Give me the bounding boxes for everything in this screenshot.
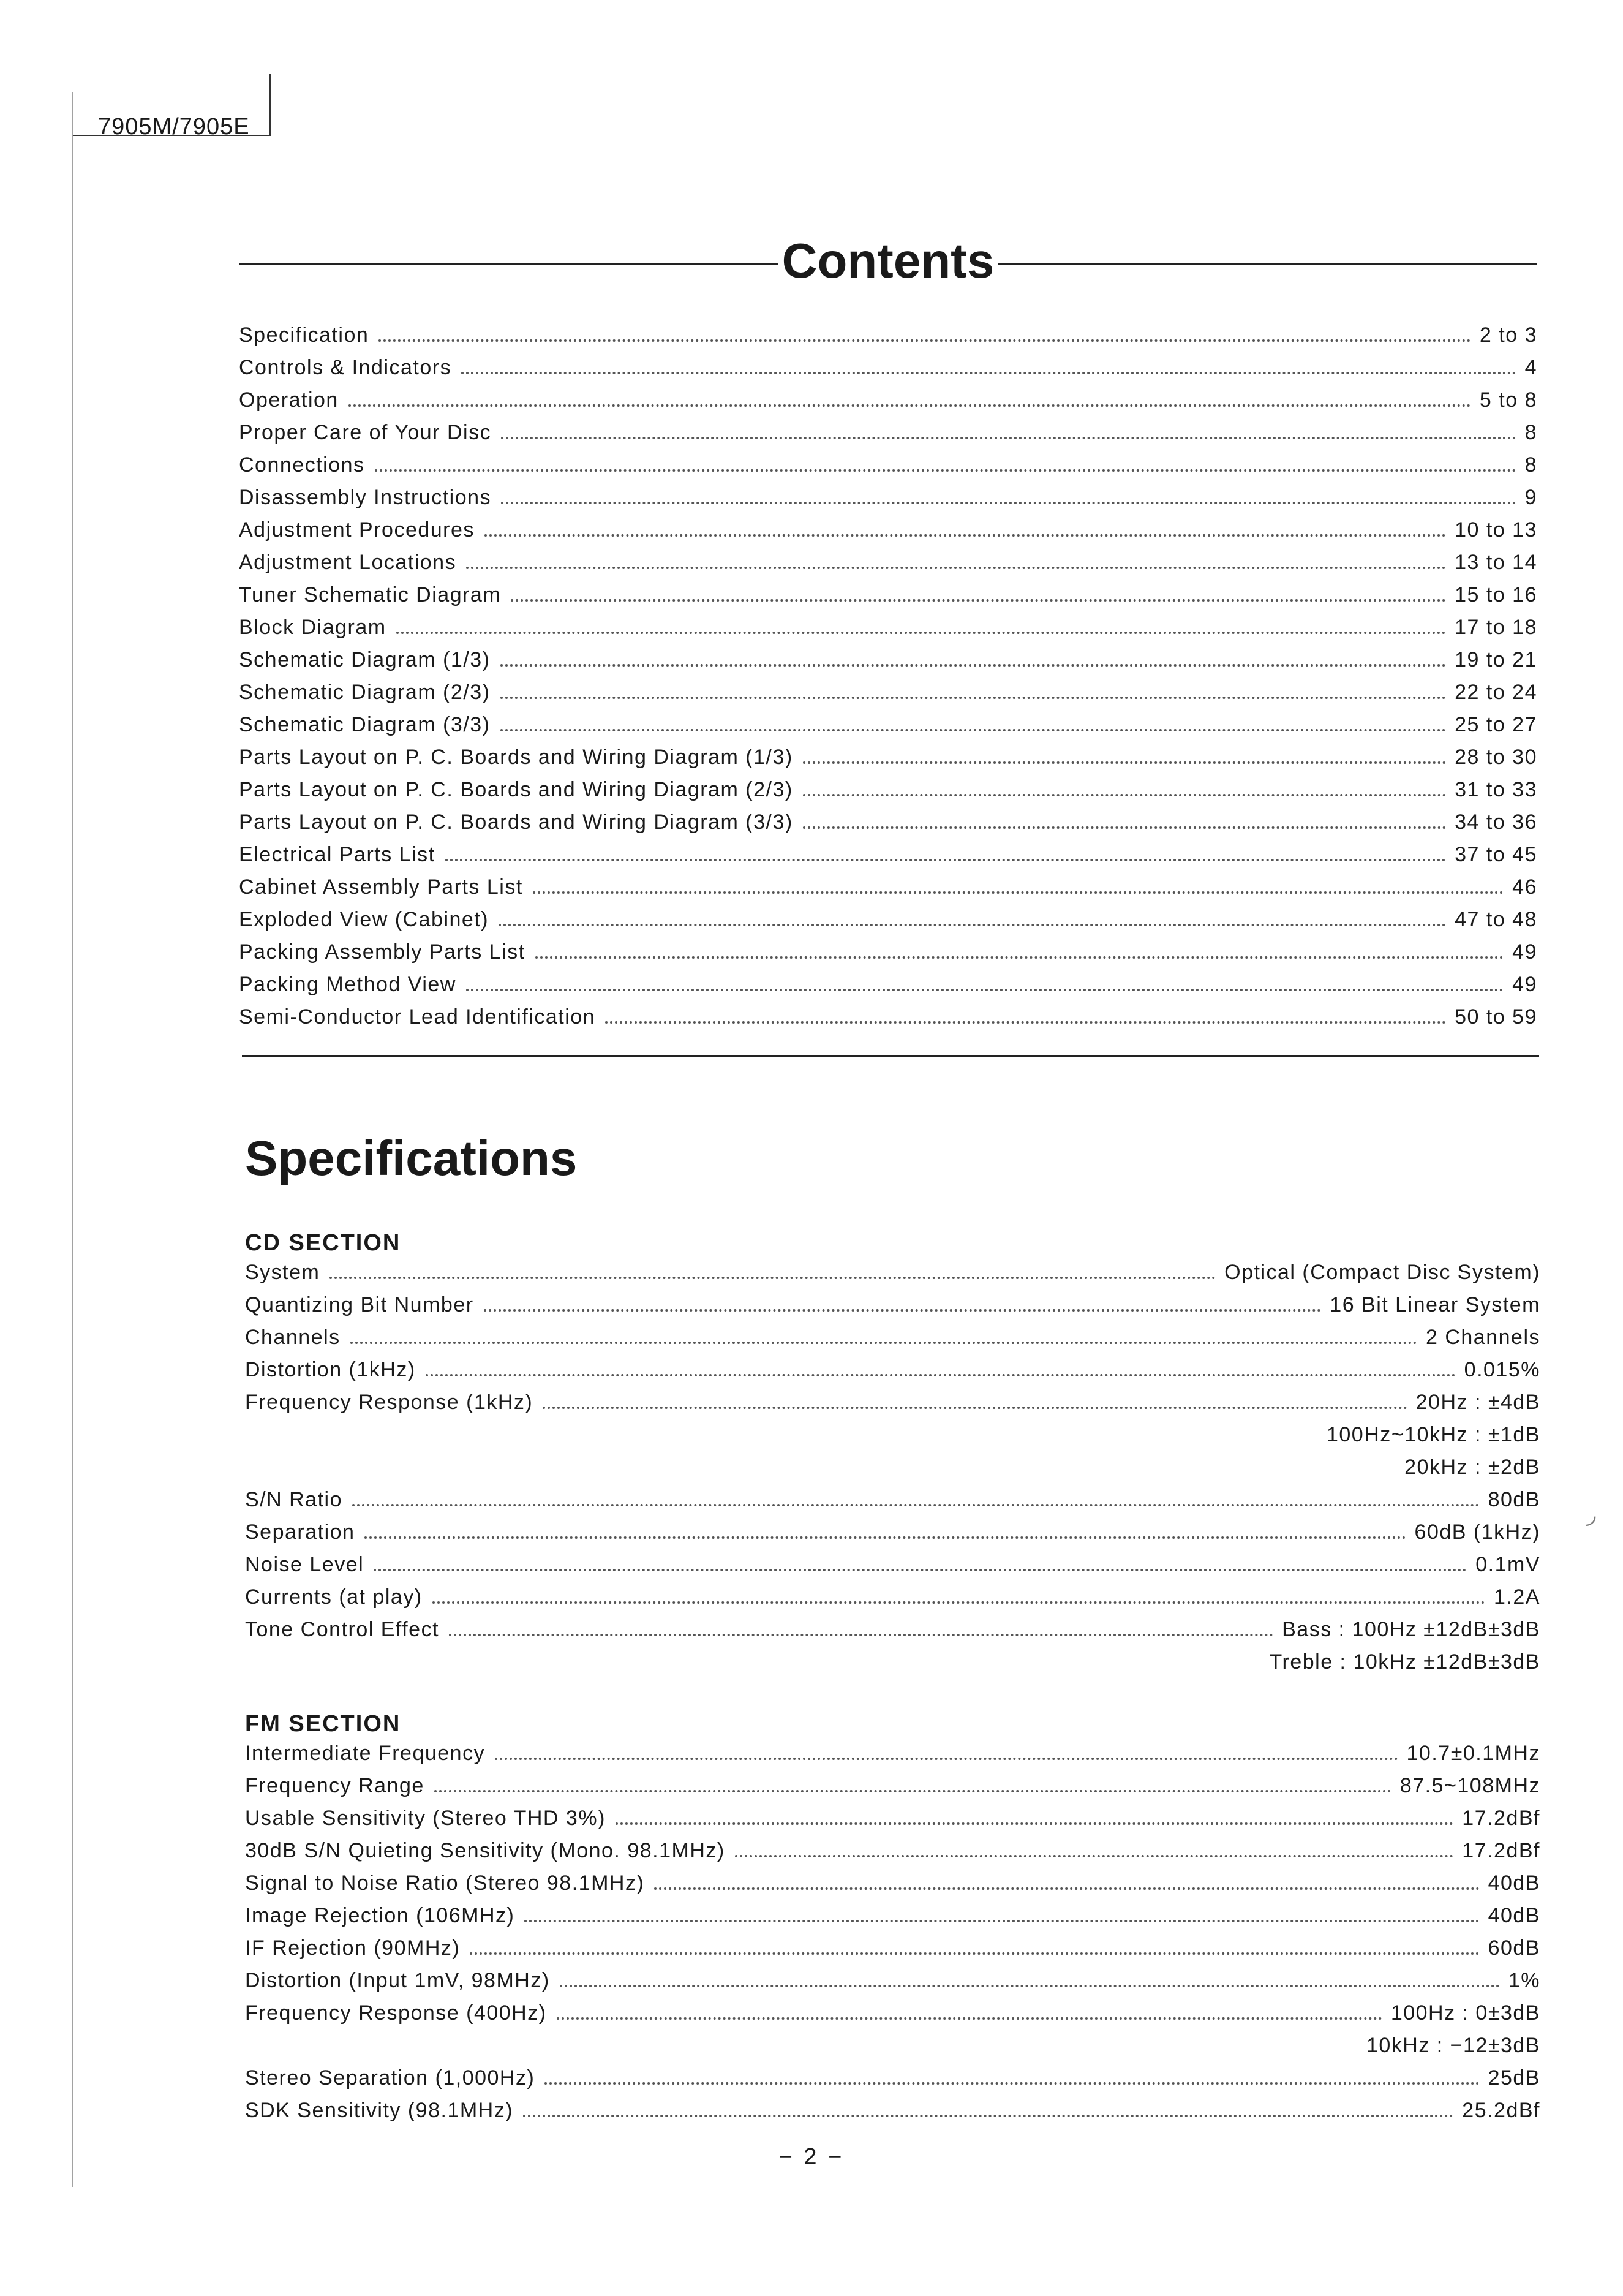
row-label: Adjustment Procedures — [239, 518, 475, 542]
dot-leader — [348, 404, 1471, 407]
row-value: 40dB — [1488, 1904, 1540, 1927]
contents-heading — [239, 233, 1537, 294]
row-label: Proper Care of Your Disc — [239, 421, 492, 444]
leader-row — [245, 1326, 1540, 1358]
row-label: Specification — [239, 323, 369, 347]
dot-leader — [484, 534, 1446, 537]
heading-rule-right — [998, 263, 1537, 265]
row-value: 46 — [1512, 875, 1537, 899]
leader-row — [239, 681, 1537, 713]
leader-row — [239, 518, 1537, 551]
leader-row — [239, 551, 1537, 583]
dot-leader — [543, 1407, 1407, 1409]
row-value: 60dB (1kHz) — [1414, 1520, 1540, 1544]
section-title: FM SECTION — [245, 1711, 401, 1737]
row-value: 87.5~108MHz — [1399, 1774, 1540, 1797]
row-label: Connections — [239, 453, 365, 477]
leader-row — [245, 2066, 1540, 2099]
dot-leader — [434, 1790, 1391, 1792]
dot-leader — [495, 1758, 1398, 1760]
dot-leader — [500, 664, 1447, 667]
row-label: S/N Ratio — [245, 1488, 342, 1511]
dot-leader — [524, 1920, 1479, 1922]
row-value: 4 — [1524, 356, 1537, 379]
continuation-row — [245, 1456, 1540, 1488]
row-label: Parts Layout on P. C. Boards and Wiring Diagram (1/3) — [239, 746, 793, 769]
row-value: 10kHz : −12±3dB — [1366, 2034, 1540, 2057]
leader-row — [245, 1293, 1540, 1326]
leader-row — [239, 973, 1537, 1005]
dot-leader — [560, 1985, 1500, 1987]
row-value: 13 to 14 — [1455, 551, 1537, 574]
row-value: 8 — [1524, 421, 1537, 444]
leader-row — [239, 1005, 1537, 1038]
table-of-contents — [239, 323, 1537, 1038]
page-number: − 2 − — [778, 2144, 845, 2170]
row-value: 49 — [1512, 940, 1537, 964]
dot-leader — [523, 2115, 1453, 2117]
section-title: CD SECTION — [245, 1230, 401, 1256]
row-value: 80dB — [1488, 1488, 1540, 1511]
dot-leader — [461, 372, 1516, 374]
leader-row — [245, 1520, 1540, 1553]
leader-row — [245, 2099, 1540, 2131]
row-label: Usable Sensitivity (Stereo THD 3%) — [245, 1807, 606, 1830]
dot-leader — [500, 697, 1447, 699]
row-value: 47 to 48 — [1455, 908, 1537, 931]
leader-row — [239, 810, 1537, 843]
row-label: Currents (at play) — [245, 1585, 423, 1609]
row-label: Packing Assembly Parts List — [239, 940, 525, 964]
row-label: Channels — [245, 1326, 341, 1349]
row-label: Separation — [245, 1520, 355, 1544]
row-value: 15 to 16 — [1455, 583, 1537, 606]
leader-row — [239, 746, 1537, 778]
row-label: Operation — [239, 388, 339, 412]
row-value: Optical (Compact Disc System) — [1224, 1261, 1540, 1284]
leader-row — [239, 908, 1537, 940]
row-value: 25 to 27 — [1455, 713, 1537, 736]
dot-leader — [329, 1277, 1216, 1279]
dot-leader — [533, 891, 1504, 894]
row-value: 20kHz : ±2dB — [1404, 1456, 1540, 1479]
leader-row — [239, 616, 1537, 648]
leader-row — [245, 1261, 1540, 1293]
row-label: Parts Layout on P. C. Boards and Wiring Diagram (3/3) — [239, 810, 793, 834]
row-value: 25.2dBf — [1462, 2099, 1540, 2122]
row-value: 100Hz : 0±3dB — [1390, 2001, 1540, 2025]
row-label: Frequency Response (1kHz) — [245, 1391, 533, 1414]
row-label: 30dB S/N Quieting Sensitivity (Mono. 98.1MHz) — [245, 1839, 725, 1862]
row-value: 20Hz : ±4dB — [1415, 1391, 1540, 1414]
row-value: 1% — [1508, 1969, 1540, 1992]
dot-leader — [445, 859, 1447, 861]
row-value: 17.2dBf — [1462, 1807, 1540, 1830]
leader-row — [239, 356, 1537, 388]
row-value: 25dB — [1488, 2066, 1540, 2090]
leader-row — [245, 1553, 1540, 1585]
dot-leader — [375, 469, 1516, 472]
row-label: Controls & Indicators — [239, 356, 452, 379]
row-label: Block Diagram — [239, 616, 386, 639]
dot-leader — [735, 1855, 1454, 1857]
row-value: 9 — [1524, 486, 1537, 509]
row-value: 0.1mV — [1475, 1553, 1540, 1576]
dot-leader — [803, 761, 1446, 764]
row-label: Disassembly Instructions — [239, 486, 492, 509]
dot-leader — [374, 1569, 1467, 1571]
row-value: 40dB — [1488, 1871, 1540, 1895]
model-number: 7905M/7905E — [98, 114, 250, 140]
contents-title: Contents — [781, 233, 995, 288]
row-label: Cabinet Assembly Parts List — [239, 875, 523, 899]
continuation-row — [245, 1650, 1540, 1683]
leader-row — [245, 1742, 1540, 1774]
row-value: 17 to 18 — [1455, 616, 1537, 639]
row-label: Noise Level — [245, 1553, 364, 1576]
row-label: IF Rejection (90MHz) — [245, 1936, 461, 1960]
row-label: Distortion (Input 1mV, 98MHz) — [245, 1969, 550, 1992]
row-value: 31 to 33 — [1455, 778, 1537, 801]
leader-row — [239, 778, 1537, 810]
row-value: 17.2dBf — [1462, 1839, 1540, 1862]
dot-leader — [364, 1536, 1406, 1539]
row-label: Tone Control Effect — [245, 1618, 440, 1641]
fm-section — [245, 1706, 1540, 2131]
row-value: 50 to 59 — [1455, 1005, 1537, 1029]
dot-leader — [426, 1374, 1456, 1376]
row-value: 60dB — [1488, 1936, 1540, 1960]
dot-leader — [449, 1634, 1273, 1636]
row-label: Parts Layout on P. C. Boards and Wiring Diagram (2/3) — [239, 778, 793, 801]
dot-leader — [352, 1504, 1480, 1506]
leader-row — [245, 1585, 1540, 1618]
row-value: 100Hz~10kHz : ±1dB — [1326, 1423, 1540, 1446]
row-label: Intermediate Frequency — [245, 1742, 486, 1765]
dot-leader — [466, 567, 1446, 569]
leader-row — [239, 421, 1537, 453]
specifications-title: Specifications — [245, 1131, 578, 1185]
row-value: 10 to 13 — [1455, 518, 1537, 542]
leader-row — [245, 1936, 1540, 1969]
dot-leader — [535, 956, 1504, 959]
dot-leader — [544, 2082, 1479, 2085]
dot-leader — [500, 729, 1447, 731]
dot-leader — [803, 826, 1446, 829]
leader-row — [239, 486, 1537, 518]
row-label: Adjustment Locations — [239, 551, 457, 574]
row-value: 10.7±0.1MHz — [1406, 1742, 1540, 1765]
leader-row — [239, 940, 1537, 973]
row-label: Electrical Parts List — [239, 843, 435, 866]
row-label: Packing Method View — [239, 973, 456, 996]
heading-rule-left — [239, 263, 778, 265]
row-label: Schematic Diagram (3/3) — [239, 713, 491, 736]
row-label: Signal to Noise Ratio (Stereo 98.1MHz) — [245, 1871, 645, 1895]
leader-row — [245, 1618, 1540, 1650]
row-value: 5 to 8 — [1479, 388, 1537, 412]
row-value: 1.2A — [1494, 1585, 1540, 1609]
leader-row — [245, 2001, 1540, 2034]
row-value: 28 to 30 — [1455, 746, 1537, 769]
row-label: Stereo Separation (1,000Hz) — [245, 2066, 535, 2090]
leader-row — [239, 843, 1537, 875]
leader-row — [239, 323, 1537, 356]
row-value: 8 — [1524, 453, 1537, 477]
row-label: Frequency Range — [245, 1774, 424, 1797]
leader-row — [245, 1871, 1540, 1904]
dot-leader — [501, 437, 1516, 439]
margin-mark: ◞ — [1586, 1501, 1596, 1528]
row-label: Quantizing Bit Number — [245, 1293, 474, 1316]
leader-row — [245, 1969, 1540, 2001]
row-label: Schematic Diagram (1/3) — [239, 648, 491, 671]
dot-leader — [466, 989, 1504, 991]
dot-leader — [470, 1952, 1479, 1955]
dot-leader — [605, 1021, 1446, 1024]
row-label: Exploded View (Cabinet) — [239, 908, 489, 931]
row-value: 34 to 36 — [1455, 810, 1537, 834]
left-margin-line — [72, 92, 73, 2187]
row-value: 0.015% — [1464, 1358, 1540, 1381]
leader-row — [239, 583, 1537, 616]
leader-row — [239, 875, 1537, 908]
continuation-row — [245, 2034, 1540, 2066]
dot-leader — [432, 1601, 1485, 1604]
row-label: Semi-Conductor Lead Identification — [239, 1005, 596, 1029]
dot-leader — [511, 599, 1446, 602]
dot-leader — [557, 2017, 1382, 2020]
row-value: 16 Bit Linear System — [1330, 1293, 1540, 1316]
cd-spec-list — [245, 1261, 1540, 1683]
dot-leader — [499, 924, 1446, 926]
dot-leader — [616, 1822, 1453, 1825]
dot-leader — [350, 1342, 1417, 1344]
leader-row — [239, 648, 1537, 681]
contents-divider — [242, 1055, 1539, 1057]
row-label: SDK Sensitivity (98.1MHz) — [245, 2099, 514, 2122]
leader-row — [245, 1391, 1540, 1423]
row-label: Distortion (1kHz) — [245, 1358, 416, 1381]
row-label: System — [245, 1261, 320, 1284]
dot-leader — [378, 339, 1471, 342]
row-label: Frequency Response (400Hz) — [245, 2001, 547, 2025]
leader-row — [245, 1839, 1540, 1871]
continuation-row — [245, 1423, 1540, 1456]
row-label: Schematic Diagram (2/3) — [239, 681, 491, 704]
row-value: 22 to 24 — [1455, 681, 1537, 704]
row-value: 2 to 3 — [1479, 323, 1537, 347]
dot-leader — [484, 1309, 1322, 1312]
dot-leader — [396, 632, 1447, 634]
dot-leader — [803, 794, 1446, 796]
row-value: Treble : 10kHz ±12dB±3dB — [1269, 1650, 1540, 1674]
leader-row — [239, 388, 1537, 421]
leader-row — [245, 1904, 1540, 1936]
row-value: 49 — [1512, 973, 1537, 996]
row-value: 19 to 21 — [1455, 648, 1537, 671]
row-label: Tuner Schematic Diagram — [239, 583, 502, 606]
fm-spec-list — [245, 1742, 1540, 2131]
leader-row — [239, 713, 1537, 746]
dot-leader — [501, 502, 1516, 504]
row-value: Bass : 100Hz ±12dB±3dB — [1282, 1618, 1540, 1641]
leader-row — [245, 1488, 1540, 1520]
leader-row — [245, 1358, 1540, 1391]
cd-section — [245, 1225, 1540, 1683]
dot-leader — [654, 1887, 1479, 1890]
row-label: Image Rejection (106MHz) — [245, 1904, 515, 1927]
row-value: 37 to 45 — [1455, 843, 1537, 866]
row-value: 2 Channels — [1425, 1326, 1540, 1349]
leader-row — [245, 1807, 1540, 1839]
leader-row — [239, 453, 1537, 486]
leader-row — [245, 1774, 1540, 1807]
